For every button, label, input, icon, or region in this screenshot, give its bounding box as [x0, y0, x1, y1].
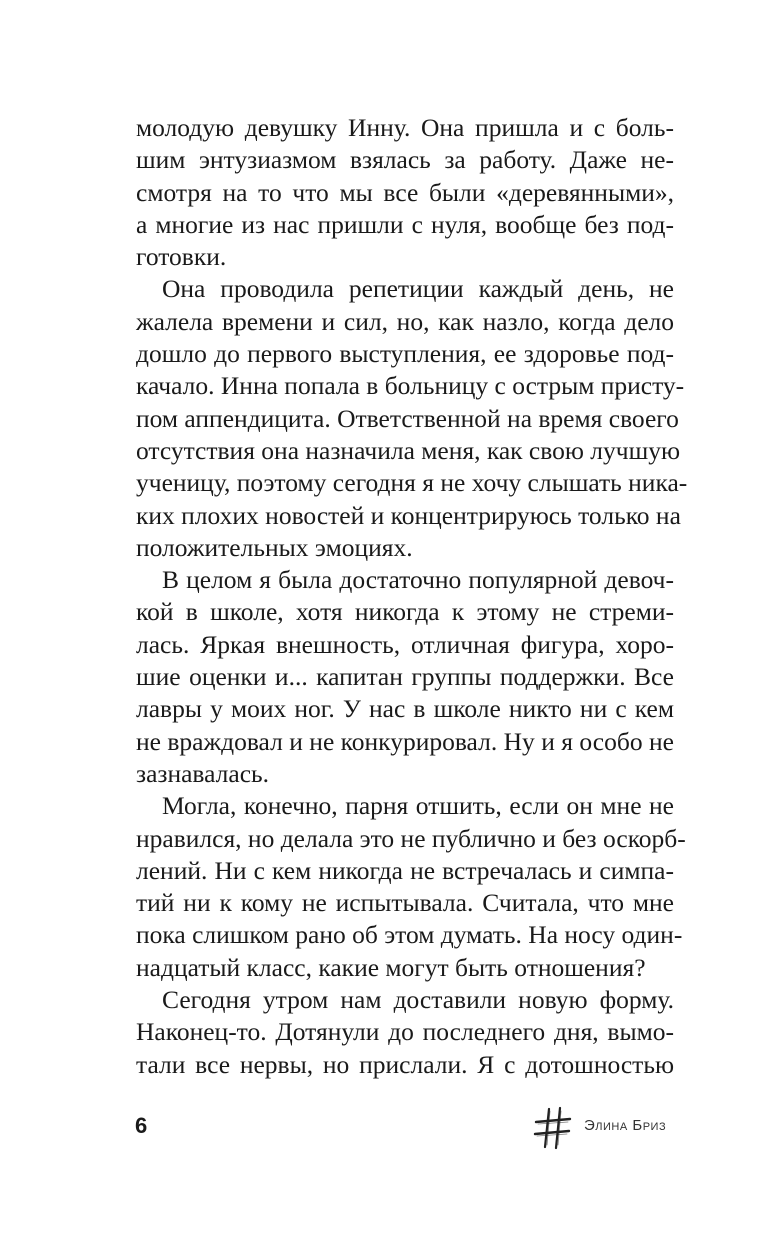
body-text — [136, 112, 688, 1081]
paragraph — [136, 112, 674, 273]
paragraph — [136, 273, 688, 564]
text-line: лась. Яркая внешность, отличная фигура, хоро- — [136, 629, 674, 659]
text-line: ких плохих новостей и концентрируюсь только на — [136, 500, 681, 530]
hashtag-brush-icon — [532, 1105, 574, 1151]
text-line: шим энтузиазмом взялась за работу. Даже не- — [136, 145, 674, 175]
text-line: положительных эмоциях. — [136, 532, 413, 562]
text-line: шие оценки и... капитан группы поддержки. Все — [136, 662, 674, 692]
text-line: качало. Инна попала в больницу с острым присту- — [136, 371, 685, 401]
text-line: молодую девушку Инну. Она пришла и с боль- — [136, 113, 674, 142]
paragraph — [136, 790, 686, 984]
author-name: Элина Бриз — [584, 1117, 667, 1134]
text-line: дошло до первого выступления, ее здоровье под- — [136, 339, 674, 369]
page-footer — [0, 1105, 768, 1155]
paragraph — [136, 564, 674, 790]
text-line: кой в школе, хотя никогда к этому не стреми- — [136, 597, 674, 627]
text-line: Сегодня утром нам доставили новую форму. — [162, 985, 674, 1015]
text-line: лавры у моих ног. У нас в школе никто ни с кем — [136, 694, 674, 724]
text-line: зазнавалась. — [136, 758, 270, 788]
text-line: Могла, конечно, парня отшить, если он мне не — [162, 791, 674, 821]
text-line: не враждовал и не конкурировал. Ну и я особо не — [136, 726, 674, 756]
text-line: ученицу, поэтому сегодня я не хочу слышать ника- — [136, 468, 688, 498]
text-line: готовки. — [136, 242, 227, 272]
text-line: а многие из нас пришли с нуля, вообще без под- — [136, 209, 674, 239]
text-line: пом аппендицита. Ответственной на время своего — [136, 403, 679, 433]
text-line: Наконец-то. Дотянули до последнего дня, вымо- — [136, 1017, 674, 1047]
paragraph — [136, 984, 674, 1081]
text-line: пока слишком рано об этом думать. На носу один- — [136, 920, 683, 950]
text-line: лений. Ни с кем никогда не встречалась и симпа- — [136, 855, 674, 885]
page-number: 6 — [135, 1113, 148, 1138]
text-line: надцатый класс, какие могут быть отношения? — [136, 952, 646, 982]
text-line: тали все нервы, но прислали. Я с дотошностью — [136, 1049, 674, 1079]
text-line: нравился, но делала это не публично и без оскорб- — [136, 823, 686, 853]
text-line: жалела времени и сил, но, как назло, когда дело — [136, 306, 674, 336]
text-line: смотря на то что мы все были «деревянными», — [136, 177, 674, 207]
text-line: В целом я была достаточно популярной девоч- — [162, 565, 674, 595]
text-line: тий ни к кому не испытывала. Считала, что мне — [136, 888, 674, 918]
text-line: отсутствия она назначила меня, как свою лучшую — [136, 435, 681, 465]
text-line: Она проводила репетиции каждый день, не — [162, 274, 674, 304]
